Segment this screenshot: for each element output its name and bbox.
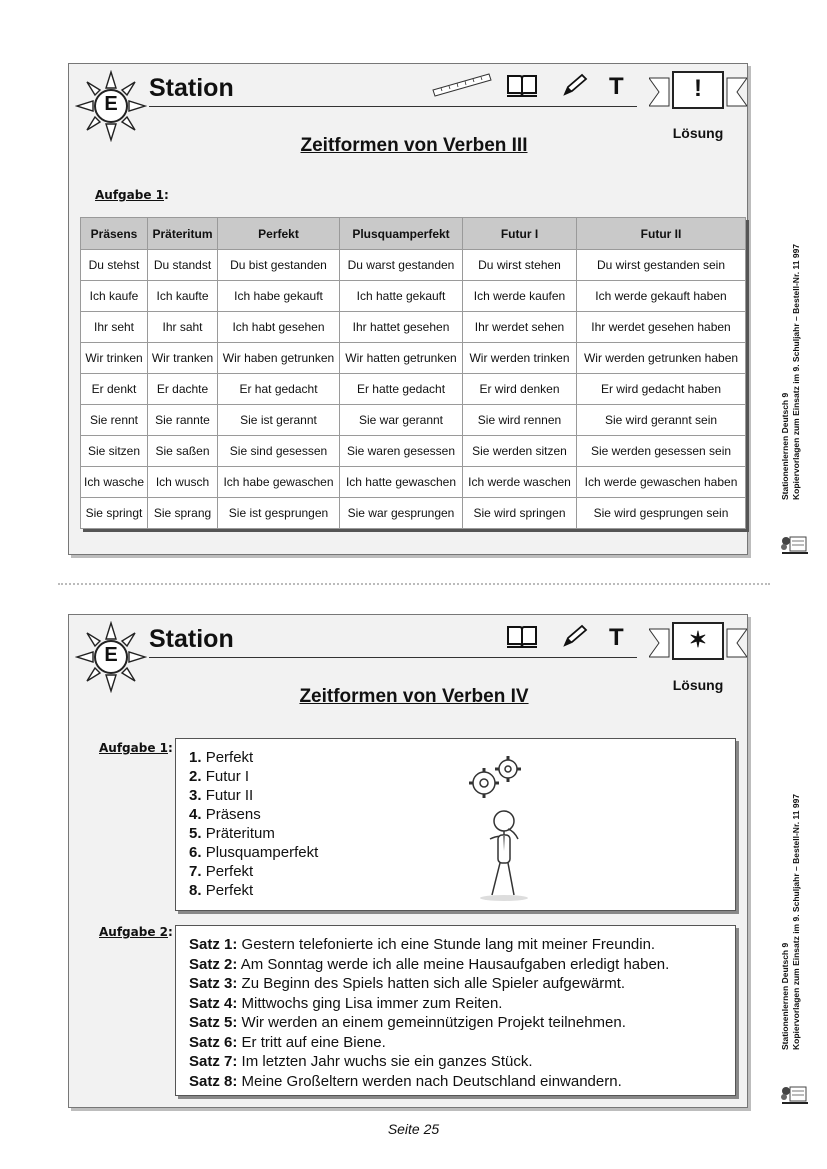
table-cell: Du wirst stehen xyxy=(463,250,577,281)
table-header-row xyxy=(81,218,746,250)
item-text: Futur I xyxy=(205,768,250,785)
table-cell: Wir haben getrunken xyxy=(218,343,340,374)
item-text: Futur II xyxy=(205,787,254,804)
list-item xyxy=(189,748,318,767)
table-row xyxy=(81,374,746,405)
badge-star-icon: ✶ xyxy=(688,627,708,652)
station-heading: Station xyxy=(149,625,234,653)
table-row xyxy=(81,250,746,281)
verb-table xyxy=(80,217,746,529)
table-cell: Wir werden trinken xyxy=(463,343,577,374)
sentence-text: Wir werden an einem gemeinnützigen Projekt teilnehmen. xyxy=(241,1014,626,1031)
table-cell: Du stehst xyxy=(81,250,148,281)
table-cell: Ich habt gesehen xyxy=(218,312,340,343)
table-cell: Sie wird gesprungen sein xyxy=(577,498,746,529)
item-number: 2. xyxy=(189,768,202,785)
header-rule xyxy=(149,657,637,658)
item-number: 3. xyxy=(189,787,202,804)
item-text: Präteritum xyxy=(205,825,275,842)
loesung-label: Lösung xyxy=(672,677,724,693)
list-item xyxy=(189,974,669,994)
table-cell: Sie ist gerannt xyxy=(218,405,340,436)
sentence-text: Im letzten Jahr wuchs sie ein ganzes Stück. xyxy=(241,1053,533,1070)
publisher-logo-icon xyxy=(780,1081,810,1107)
sentence-label: Satz 2: xyxy=(189,955,238,973)
station-letter: E xyxy=(104,644,118,666)
table-cell: Wir trinken xyxy=(81,343,148,374)
item-text: Perfekt xyxy=(205,863,254,880)
sidebar-line-2: Kopiervorlagen zum Einsatz im 9. Schuljahr – Bestell-Nr. 11 997 xyxy=(791,793,801,1050)
publisher-logo-icon xyxy=(780,531,810,557)
table-cell: Sie sind gesessen xyxy=(218,436,340,467)
sentence-text: Zu Beginn des Spiels hatten sich alle Spieler aufgewärmt. xyxy=(241,975,626,992)
aufgabe-label-text: Aufgabe 1 xyxy=(95,188,164,202)
column-header: Präsens xyxy=(81,218,148,250)
pencil-icon xyxy=(561,72,589,98)
table-cell: Ihr saht xyxy=(148,312,218,343)
table-cell: Sie rennt xyxy=(81,405,148,436)
table-cell: Ich kaufe xyxy=(81,281,148,312)
list-item xyxy=(189,805,318,824)
table-row xyxy=(81,436,746,467)
aufgabe-colon: : xyxy=(164,188,169,202)
table-cell: Ihr werdet gesehen haben xyxy=(577,312,746,343)
table-cell: Du warst gestanden xyxy=(340,250,463,281)
table-cell: Du bist gestanden xyxy=(218,250,340,281)
table-cell: Ich hatte gewaschen xyxy=(340,467,463,498)
list-item xyxy=(189,767,318,786)
table-cell: Ihr werdet sehen xyxy=(463,312,577,343)
sentence-text: Mittwochs ging Lisa immer zum Reiten. xyxy=(241,994,503,1012)
list-item xyxy=(189,881,318,900)
badge-exclamation-icon: ! xyxy=(694,75,702,102)
table-row xyxy=(81,498,746,529)
column-header: Plusquamperfekt xyxy=(340,218,463,250)
list-item xyxy=(189,955,669,975)
answer-list xyxy=(189,748,318,900)
table-cell: Sie war gerannt xyxy=(340,405,463,436)
table-cell: Sie springt xyxy=(81,498,148,529)
station-card-2 xyxy=(68,614,748,1108)
table-cell: Ich werde kaufen xyxy=(463,281,577,312)
table-cell: Sie werden sitzen xyxy=(463,436,577,467)
sidebar-line-1: Stationenlernen Deutsch 9 xyxy=(780,942,790,1050)
table-cell: Sie waren gesessen xyxy=(340,436,463,467)
list-item xyxy=(189,1052,669,1072)
sentence-label: Satz 7: xyxy=(189,1053,238,1070)
table-cell: Sie wird gerannt sein xyxy=(577,405,746,436)
table-row xyxy=(81,343,746,374)
item-number: 4. xyxy=(189,806,202,823)
header-rule xyxy=(149,106,637,107)
answer-box-2 xyxy=(175,925,736,1096)
table-cell: Ich wusch xyxy=(148,467,218,498)
table-cell: Er denkt xyxy=(81,374,148,405)
sentence-text: Er tritt auf eine Biene. xyxy=(241,1033,386,1051)
sentence-text: Am Sonntag werde ich alle meine Hausaufgaben erledigt haben. xyxy=(240,955,670,973)
sentence-label: Satz 8: xyxy=(189,1072,238,1090)
aufgabe-colon: : xyxy=(168,925,173,939)
sidebar-text xyxy=(780,670,802,1050)
list-item xyxy=(189,1072,669,1092)
column-header: Perfekt xyxy=(218,218,340,250)
thinking-person-gears-icon xyxy=(464,751,544,903)
table-cell: Sie sprang xyxy=(148,498,218,529)
list-item xyxy=(189,786,318,805)
table-cell: Ich habe gekauft xyxy=(218,281,340,312)
page-title: Zeitformen von Verben III xyxy=(300,135,528,156)
table-cell: Er dachte xyxy=(148,374,218,405)
pencil-icon xyxy=(561,623,589,649)
table-cell: Ihr hattet gesehen xyxy=(340,312,463,343)
column-header: Futur I xyxy=(463,218,577,250)
table-row xyxy=(81,405,746,436)
sidebar-publisher-2 xyxy=(780,730,820,1110)
sentence-list xyxy=(189,935,669,1091)
table-cell: Sie wird rennen xyxy=(463,405,577,436)
list-item xyxy=(189,1033,669,1053)
page-number: Seite 25 xyxy=(387,1121,440,1137)
station-letter: E xyxy=(104,93,118,115)
sentence-label: Satz 6: xyxy=(189,1033,238,1051)
item-text: Perfekt xyxy=(205,882,254,899)
table-cell: Er wird denken xyxy=(463,374,577,405)
list-item xyxy=(189,1013,669,1033)
sentence-label: Satz 4: xyxy=(189,994,238,1012)
table-cell: Sie saßen xyxy=(148,436,218,467)
table-cell: Er hat gedacht xyxy=(218,374,340,405)
item-number: 5. xyxy=(189,825,202,842)
book-icon xyxy=(506,72,538,98)
item-text: Präsens xyxy=(205,806,261,823)
aufgabe-label xyxy=(99,741,173,755)
table-cell: Ihr seht xyxy=(81,312,148,343)
table-cell: Sie werden gesessen sein xyxy=(577,436,746,467)
sidebar-text xyxy=(780,120,802,500)
table-cell: Ich werde gewaschen haben xyxy=(577,467,746,498)
table-cell: Sie rannte xyxy=(148,405,218,436)
table-cell: Sie ist gesprungen xyxy=(218,498,340,529)
item-text: Perfekt xyxy=(205,749,254,766)
item-text: Plusquamperfekt xyxy=(205,844,319,861)
list-item xyxy=(189,824,318,843)
book-icon xyxy=(506,623,538,649)
aufgabe-label xyxy=(95,188,169,202)
table-cell: Ich wasche xyxy=(81,467,148,498)
table-cell: Sie sitzen xyxy=(81,436,148,467)
aufgabe-label-text: Aufgabe 1 xyxy=(99,741,168,755)
list-item xyxy=(189,994,669,1014)
table-cell: Du wirst gestanden sein xyxy=(577,250,746,281)
sentence-text: Meine Großeltern werden nach Deutschland einwandern. xyxy=(241,1072,622,1090)
item-number: 7. xyxy=(189,863,202,880)
station-card-1 xyxy=(68,63,748,555)
sidebar-publisher-1 xyxy=(780,180,820,560)
table-cell: Ich hatte gekauft xyxy=(340,281,463,312)
table-cell: Wir hatten getrunken xyxy=(340,343,463,374)
sentence-label: Satz 5: xyxy=(189,1014,238,1031)
aufgabe-label xyxy=(99,925,173,939)
text-tool-icon: T xyxy=(609,73,624,100)
answer-box-1 xyxy=(175,738,736,911)
item-number: 8. xyxy=(189,882,202,899)
item-number: 6. xyxy=(189,844,202,861)
table-cell: Ich kaufte xyxy=(148,281,218,312)
sentence-text: Gestern telefonierte ich eine Stunde lang mit meiner Freundin. xyxy=(241,936,656,953)
text-tool-icon: T xyxy=(609,624,624,651)
table-cell: Ich werde waschen xyxy=(463,467,577,498)
table-cell: Du standst xyxy=(148,250,218,281)
table-cell: Wir tranken xyxy=(148,343,218,374)
sidebar-line-1: Stationenlernen Deutsch 9 xyxy=(780,392,790,500)
column-header: Präteritum xyxy=(148,218,218,250)
sentence-label: Satz 3: xyxy=(189,975,238,992)
table-cell: Sie wird springen xyxy=(463,498,577,529)
sidebar-line-2: Kopiervorlagen zum Einsatz im 9. Schuljahr – Bestell-Nr. 11 997 xyxy=(791,243,801,500)
aufgabe-colon: : xyxy=(168,741,173,755)
table-cell: Ich werde gekauft haben xyxy=(577,281,746,312)
loesung-label: Lösung xyxy=(672,125,724,141)
ruler-icon xyxy=(431,68,493,98)
table-row xyxy=(81,281,746,312)
list-item xyxy=(189,862,318,881)
list-item xyxy=(189,935,669,955)
table-cell: Er hatte gedacht xyxy=(340,374,463,405)
aufgabe-label-text: Aufgabe 2 xyxy=(99,925,168,939)
page-title: Zeitformen von Verben IV xyxy=(299,686,529,707)
item-number: 1. xyxy=(189,749,202,766)
table-cell: Wir werden getrunken haben xyxy=(577,343,746,374)
table-cell: Ich habe gewaschen xyxy=(218,467,340,498)
table-row xyxy=(81,312,746,343)
table-cell: Er wird gedacht haben xyxy=(577,374,746,405)
list-item xyxy=(189,843,318,862)
table-cell: Sie war gesprungen xyxy=(340,498,463,529)
page-divider xyxy=(58,583,770,585)
column-header: Futur II xyxy=(577,218,746,250)
station-heading: Station xyxy=(149,74,234,102)
table-row xyxy=(81,467,746,498)
sentence-label: Satz 1: xyxy=(189,936,238,953)
